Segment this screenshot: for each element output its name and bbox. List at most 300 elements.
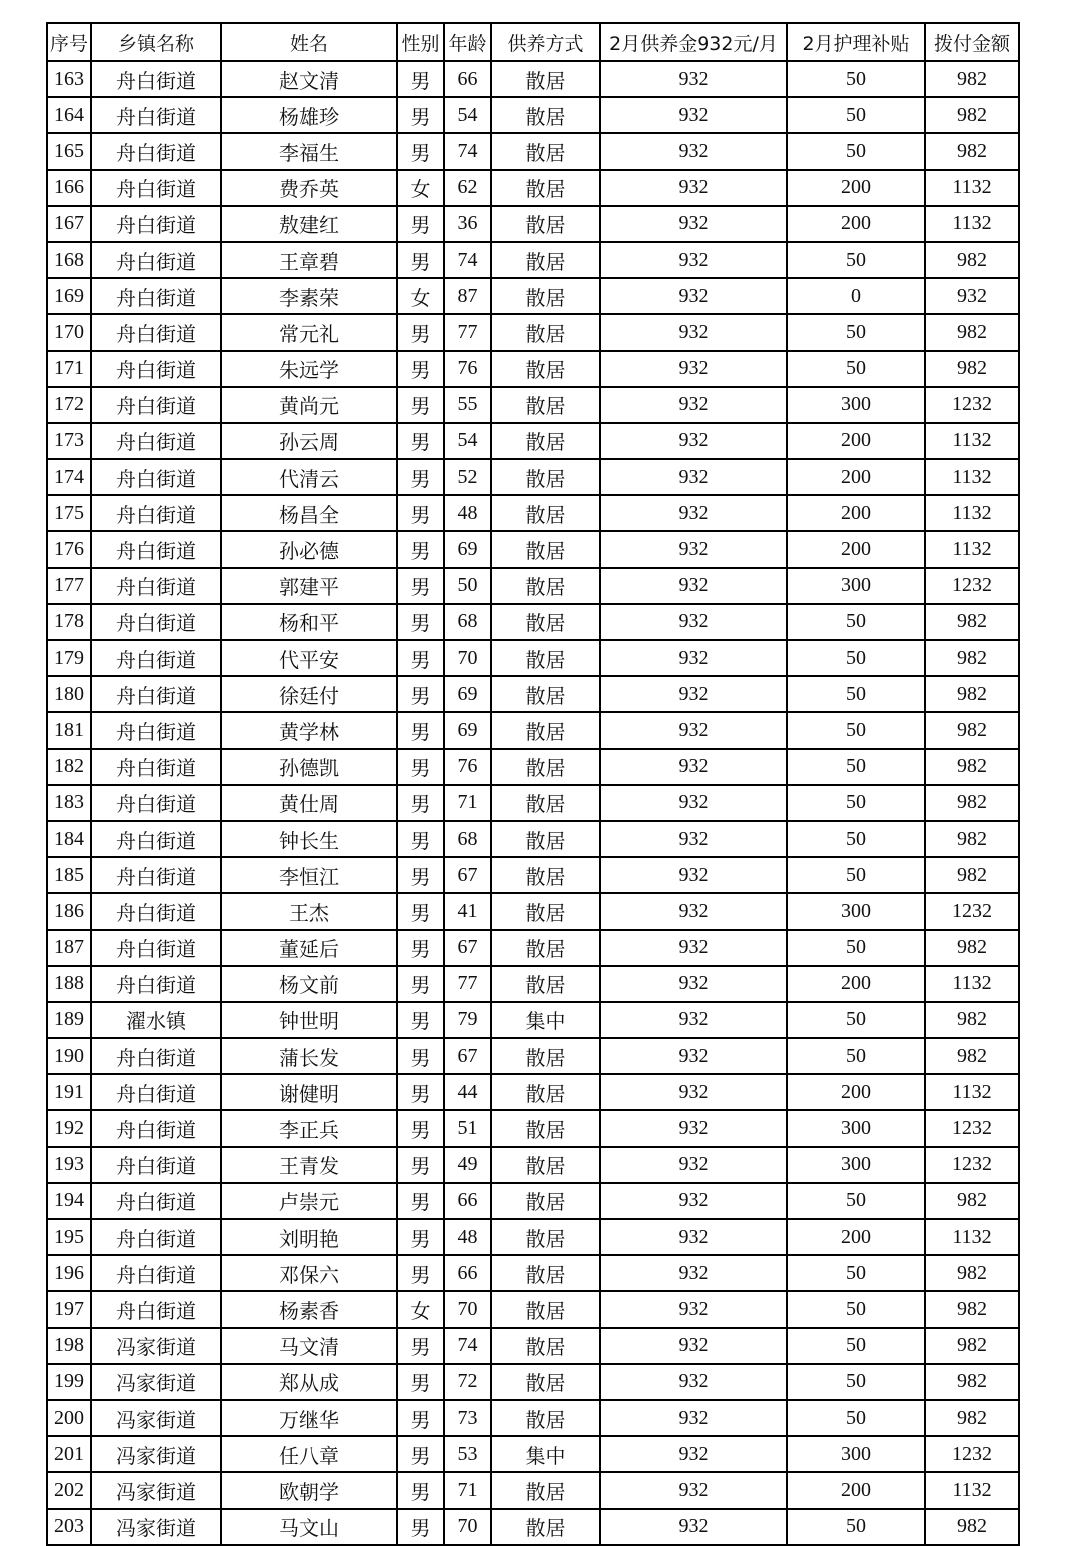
cell-support-type: 散居	[491, 133, 600, 169]
cell-gender: 男	[397, 640, 444, 676]
cell-care-subsidy: 300	[787, 1110, 925, 1146]
cell-gender: 男	[397, 893, 444, 929]
cell-support-type: 散居	[491, 821, 600, 857]
cell-town: 冯家街道	[91, 1509, 221, 1545]
cell-care-subsidy: 50	[787, 821, 925, 857]
cell-care-subsidy: 50	[787, 314, 925, 350]
cell-age: 71	[444, 1472, 491, 1508]
cell-support-type: 散居	[491, 206, 600, 242]
cell-index: 174	[47, 459, 91, 495]
cell-support-fund: 932	[600, 1364, 787, 1400]
table-row	[47, 61, 1019, 97]
cell-gender: 男	[397, 821, 444, 857]
cell-support-fund: 932	[600, 676, 787, 712]
cell-gender: 男	[397, 568, 444, 604]
cell-town: 舟白街道	[91, 857, 221, 893]
cell-gender: 男	[397, 1147, 444, 1183]
cell-name: 杨昌全	[221, 495, 397, 531]
cell-care-subsidy: 50	[787, 351, 925, 387]
cell-age: 67	[444, 1038, 491, 1074]
cell-age: 79	[444, 1002, 491, 1038]
cell-support-type: 散居	[491, 170, 600, 206]
cell-gender: 女	[397, 1291, 444, 1327]
cell-support-fund: 932	[600, 351, 787, 387]
cell-gender: 女	[397, 170, 444, 206]
cell-gender: 男	[397, 785, 444, 821]
table-row	[47, 1219, 1019, 1255]
cell-index: 167	[47, 206, 91, 242]
cell-support-type: 散居	[491, 785, 600, 821]
header-gender: 性别	[397, 23, 444, 61]
cell-support-fund: 932	[600, 97, 787, 133]
cell-payout-amount: 982	[925, 1509, 1019, 1545]
cell-payout-amount: 1232	[925, 568, 1019, 604]
cell-gender: 男	[397, 314, 444, 350]
cell-support-fund: 932	[600, 785, 787, 821]
cell-age: 77	[444, 314, 491, 350]
cell-index: 190	[47, 1038, 91, 1074]
header-town: 乡镇名称	[91, 23, 221, 61]
table-row	[47, 314, 1019, 350]
cell-payout-amount: 982	[925, 1364, 1019, 1400]
cell-care-subsidy: 50	[787, 712, 925, 748]
cell-gender: 男	[397, 1219, 444, 1255]
cell-payout-amount: 982	[925, 785, 1019, 821]
cell-age: 70	[444, 1291, 491, 1327]
cell-age: 50	[444, 568, 491, 604]
cell-name: 李正兵	[221, 1110, 397, 1146]
cell-support-fund: 932	[600, 278, 787, 314]
cell-age: 70	[444, 640, 491, 676]
cell-age: 69	[444, 676, 491, 712]
cell-index: 166	[47, 170, 91, 206]
cell-care-subsidy: 200	[787, 170, 925, 206]
cell-town: 舟白街道	[91, 966, 221, 1002]
cell-age: 55	[444, 387, 491, 423]
cell-town: 舟白街道	[91, 1183, 221, 1219]
cell-index: 178	[47, 604, 91, 640]
cell-payout-amount: 982	[925, 749, 1019, 785]
cell-gender: 男	[397, 206, 444, 242]
cell-care-subsidy: 50	[787, 1038, 925, 1074]
cell-town: 冯家街道	[91, 1472, 221, 1508]
cell-town: 舟白街道	[91, 133, 221, 169]
cell-support-type: 散居	[491, 1291, 600, 1327]
cell-support-fund: 932	[600, 640, 787, 676]
cell-care-subsidy: 50	[787, 640, 925, 676]
cell-name: 黄仕周	[221, 785, 397, 821]
cell-index: 177	[47, 568, 91, 604]
cell-name: 任八章	[221, 1436, 397, 1472]
cell-care-subsidy: 300	[787, 568, 925, 604]
cell-support-fund: 932	[600, 1328, 787, 1364]
cell-town: 舟白街道	[91, 893, 221, 929]
cell-index: 163	[47, 61, 91, 97]
header-name: 姓名	[221, 23, 397, 61]
cell-town: 冯家街道	[91, 1328, 221, 1364]
cell-town: 舟白街道	[91, 1147, 221, 1183]
cell-age: 74	[444, 242, 491, 278]
cell-town: 舟白街道	[91, 459, 221, 495]
cell-age: 70	[444, 1509, 491, 1545]
cell-gender: 男	[397, 61, 444, 97]
cell-gender: 男	[397, 676, 444, 712]
cell-support-fund: 932	[600, 314, 787, 350]
table-body	[47, 61, 1019, 1545]
cell-payout-amount: 1132	[925, 1219, 1019, 1255]
cell-name: 谢健明	[221, 1074, 397, 1110]
cell-support-fund: 932	[600, 568, 787, 604]
cell-index: 198	[47, 1328, 91, 1364]
cell-age: 76	[444, 749, 491, 785]
cell-index: 184	[47, 821, 91, 857]
cell-index: 195	[47, 1219, 91, 1255]
cell-name: 李恒江	[221, 857, 397, 893]
cell-care-subsidy: 50	[787, 133, 925, 169]
cell-name: 万继华	[221, 1400, 397, 1436]
cell-name: 赵文清	[221, 61, 397, 97]
cell-support-fund: 932	[600, 459, 787, 495]
cell-payout-amount: 982	[925, 1002, 1019, 1038]
cell-payout-amount: 982	[925, 857, 1019, 893]
cell-age: 62	[444, 170, 491, 206]
cell-support-type: 散居	[491, 314, 600, 350]
cell-support-fund: 932	[600, 1147, 787, 1183]
cell-payout-amount: 1232	[925, 1110, 1019, 1146]
cell-town: 舟白街道	[91, 314, 221, 350]
cell-care-subsidy: 50	[787, 1509, 925, 1545]
cell-support-type: 散居	[491, 531, 600, 567]
table-row	[47, 1436, 1019, 1472]
cell-support-fund: 932	[600, 61, 787, 97]
cell-index: 172	[47, 387, 91, 423]
cell-age: 69	[444, 531, 491, 567]
cell-support-type: 散居	[491, 966, 600, 1002]
cell-support-fund: 932	[600, 1291, 787, 1327]
cell-name: 郑从成	[221, 1364, 397, 1400]
cell-gender: 男	[397, 1364, 444, 1400]
cell-name: 杨素香	[221, 1291, 397, 1327]
cell-index: 196	[47, 1255, 91, 1291]
cell-town: 舟白街道	[91, 785, 221, 821]
cell-gender: 男	[397, 1509, 444, 1545]
cell-support-fund: 932	[600, 893, 787, 929]
cell-payout-amount: 982	[925, 97, 1019, 133]
cell-support-type: 散居	[491, 1255, 600, 1291]
cell-name: 郭建平	[221, 568, 397, 604]
cell-index: 171	[47, 351, 91, 387]
table-row	[47, 278, 1019, 314]
cell-gender: 男	[397, 495, 444, 531]
cell-support-type: 散居	[491, 495, 600, 531]
cell-payout-amount: 1232	[925, 893, 1019, 929]
table-row	[47, 459, 1019, 495]
cell-name: 孙云周	[221, 423, 397, 459]
cell-name: 邓保六	[221, 1255, 397, 1291]
cell-age: 67	[444, 857, 491, 893]
cell-payout-amount: 1232	[925, 387, 1019, 423]
cell-support-type: 散居	[491, 61, 600, 97]
cell-town: 舟白街道	[91, 1074, 221, 1110]
cell-support-fund: 932	[600, 1255, 787, 1291]
cell-age: 49	[444, 1147, 491, 1183]
cell-town: 舟白街道	[91, 61, 221, 97]
cell-age: 54	[444, 423, 491, 459]
cell-payout-amount: 1132	[925, 1472, 1019, 1508]
cell-care-subsidy: 300	[787, 387, 925, 423]
cell-name: 卢崇元	[221, 1183, 397, 1219]
cell-index: 191	[47, 1074, 91, 1110]
cell-name: 钟长生	[221, 821, 397, 857]
cell-support-type: 散居	[491, 568, 600, 604]
cell-name: 蒲长发	[221, 1038, 397, 1074]
table-row	[47, 423, 1019, 459]
cell-index: 193	[47, 1147, 91, 1183]
cell-age: 48	[444, 495, 491, 531]
cell-support-fund: 932	[600, 1472, 787, 1508]
cell-gender: 男	[397, 604, 444, 640]
table-row	[47, 242, 1019, 278]
cell-support-fund: 932	[600, 242, 787, 278]
cell-town: 舟白街道	[91, 97, 221, 133]
cell-care-subsidy: 50	[787, 1183, 925, 1219]
table-row	[47, 206, 1019, 242]
cell-gender: 男	[397, 1110, 444, 1146]
cell-name: 董延后	[221, 930, 397, 966]
cell-care-subsidy: 200	[787, 531, 925, 567]
cell-name: 刘明艳	[221, 1219, 397, 1255]
cell-town: 舟白街道	[91, 640, 221, 676]
table-row	[47, 1472, 1019, 1508]
cell-index: 168	[47, 242, 91, 278]
cell-payout-amount: 982	[925, 1038, 1019, 1074]
table-row	[47, 97, 1019, 133]
cell-care-subsidy: 50	[787, 785, 925, 821]
cell-support-type: 散居	[491, 1074, 600, 1110]
cell-support-fund: 932	[600, 170, 787, 206]
cell-payout-amount: 982	[925, 351, 1019, 387]
cell-index: 202	[47, 1472, 91, 1508]
cell-index: 183	[47, 785, 91, 821]
cell-support-fund: 932	[600, 1074, 787, 1110]
cell-payout-amount: 1132	[925, 966, 1019, 1002]
cell-age: 36	[444, 206, 491, 242]
cell-payout-amount: 1132	[925, 206, 1019, 242]
cell-index: 192	[47, 1110, 91, 1146]
cell-support-type: 散居	[491, 97, 600, 133]
cell-payout-amount: 982	[925, 61, 1019, 97]
cell-support-type: 散居	[491, 351, 600, 387]
cell-support-fund: 932	[600, 1509, 787, 1545]
cell-support-type: 散居	[491, 1472, 600, 1508]
cell-gender: 男	[397, 133, 444, 169]
cell-index: 170	[47, 314, 91, 350]
cell-payout-amount: 982	[925, 1183, 1019, 1219]
cell-name: 马文山	[221, 1509, 397, 1545]
cell-support-type: 散居	[491, 676, 600, 712]
cell-town: 舟白街道	[91, 676, 221, 712]
cell-support-type: 散居	[491, 712, 600, 748]
table-row	[47, 495, 1019, 531]
cell-age: 69	[444, 712, 491, 748]
table-row	[47, 351, 1019, 387]
cell-index: 199	[47, 1364, 91, 1400]
cell-gender: 男	[397, 1038, 444, 1074]
cell-age: 67	[444, 930, 491, 966]
cell-town: 舟白街道	[91, 351, 221, 387]
cell-payout-amount: 982	[925, 676, 1019, 712]
cell-age: 87	[444, 278, 491, 314]
cell-support-type: 集中	[491, 1436, 600, 1472]
cell-support-type: 散居	[491, 749, 600, 785]
table-row	[47, 1255, 1019, 1291]
cell-support-type: 散居	[491, 1364, 600, 1400]
cell-age: 74	[444, 133, 491, 169]
cell-support-fund: 932	[600, 1436, 787, 1472]
table-row	[47, 893, 1019, 929]
cell-town: 舟白街道	[91, 821, 221, 857]
header-support-type: 供养方式	[491, 23, 600, 61]
cell-town: 舟白街道	[91, 495, 221, 531]
cell-care-subsidy: 50	[787, 1291, 925, 1327]
cell-care-subsidy: 300	[787, 1147, 925, 1183]
cell-support-fund: 932	[600, 857, 787, 893]
table-row	[47, 712, 1019, 748]
cell-index: 200	[47, 1400, 91, 1436]
cell-name: 欧朝学	[221, 1472, 397, 1508]
cell-town: 舟白街道	[91, 387, 221, 423]
cell-town: 舟白街道	[91, 1110, 221, 1146]
table-row	[47, 568, 1019, 604]
cell-gender: 男	[397, 1002, 444, 1038]
cell-town: 舟白街道	[91, 206, 221, 242]
cell-care-subsidy: 300	[787, 893, 925, 929]
cell-support-type: 散居	[491, 1183, 600, 1219]
cell-name: 孙必德	[221, 531, 397, 567]
cell-index: 189	[47, 1002, 91, 1038]
cell-gender: 男	[397, 1183, 444, 1219]
table-row	[47, 1110, 1019, 1146]
cell-town: 舟白街道	[91, 568, 221, 604]
cell-support-type: 散居	[491, 893, 600, 929]
cell-support-fund: 932	[600, 133, 787, 169]
cell-town: 舟白街道	[91, 423, 221, 459]
cell-index: 185	[47, 857, 91, 893]
cell-gender: 男	[397, 712, 444, 748]
header-support-fund: 2月供养金932元/月	[600, 23, 787, 61]
cell-town: 舟白街道	[91, 930, 221, 966]
cell-index: 182	[47, 749, 91, 785]
cell-support-type: 散居	[491, 1110, 600, 1146]
cell-care-subsidy: 200	[787, 1472, 925, 1508]
cell-town: 舟白街道	[91, 278, 221, 314]
cell-payout-amount: 1132	[925, 531, 1019, 567]
cell-age: 74	[444, 1328, 491, 1364]
cell-index: 181	[47, 712, 91, 748]
cell-payout-amount: 932	[925, 278, 1019, 314]
cell-town: 舟白街道	[91, 1291, 221, 1327]
cell-gender: 男	[397, 966, 444, 1002]
cell-gender: 男	[397, 351, 444, 387]
cell-care-subsidy: 50	[787, 930, 925, 966]
cell-support-fund: 932	[600, 821, 787, 857]
cell-gender: 男	[397, 857, 444, 893]
table-row	[47, 966, 1019, 1002]
cell-support-fund: 932	[600, 1400, 787, 1436]
table-row	[47, 1328, 1019, 1364]
cell-name: 黄学林	[221, 712, 397, 748]
cell-gender: 男	[397, 749, 444, 785]
cell-index: 201	[47, 1436, 91, 1472]
cell-support-type: 散居	[491, 1400, 600, 1436]
cell-gender: 女	[397, 278, 444, 314]
cell-care-subsidy: 300	[787, 1436, 925, 1472]
table-row	[47, 930, 1019, 966]
table-row	[47, 531, 1019, 567]
cell-payout-amount: 982	[925, 930, 1019, 966]
cell-age: 77	[444, 966, 491, 1002]
cell-name: 孙德凯	[221, 749, 397, 785]
cell-town: 舟白街道	[91, 170, 221, 206]
cell-town: 舟白街道	[91, 712, 221, 748]
table-row	[47, 640, 1019, 676]
cell-town: 舟白街道	[91, 531, 221, 567]
table-row	[47, 170, 1019, 206]
cell-care-subsidy: 50	[787, 749, 925, 785]
cell-payout-amount: 982	[925, 133, 1019, 169]
cell-gender: 男	[397, 459, 444, 495]
cell-support-type: 散居	[491, 278, 600, 314]
cell-name: 徐廷付	[221, 676, 397, 712]
cell-gender: 男	[397, 531, 444, 567]
cell-gender: 男	[397, 1400, 444, 1436]
cell-age: 73	[444, 1400, 491, 1436]
cell-name: 马文清	[221, 1328, 397, 1364]
header-care-subsidy: 2月护理补贴	[787, 23, 925, 61]
cell-support-fund: 932	[600, 1038, 787, 1074]
cell-support-type: 散居	[491, 1509, 600, 1545]
cell-care-subsidy: 200	[787, 1219, 925, 1255]
cell-name: 钟世明	[221, 1002, 397, 1038]
cell-care-subsidy: 50	[787, 1400, 925, 1436]
cell-support-fund: 932	[600, 387, 787, 423]
cell-care-subsidy: 200	[787, 206, 925, 242]
cell-name: 代平安	[221, 640, 397, 676]
cell-support-fund: 932	[600, 1110, 787, 1146]
cell-age: 48	[444, 1219, 491, 1255]
cell-support-fund: 932	[600, 930, 787, 966]
cell-support-type: 散居	[491, 387, 600, 423]
cell-support-fund: 932	[600, 749, 787, 785]
cell-town: 濯水镇	[91, 1002, 221, 1038]
cell-age: 66	[444, 61, 491, 97]
cell-gender: 男	[397, 387, 444, 423]
cell-payout-amount: 982	[925, 1291, 1019, 1327]
cell-age: 44	[444, 1074, 491, 1110]
cell-name: 代清云	[221, 459, 397, 495]
cell-age: 66	[444, 1255, 491, 1291]
cell-care-subsidy: 50	[787, 1328, 925, 1364]
cell-care-subsidy: 50	[787, 97, 925, 133]
cell-support-type: 散居	[491, 242, 600, 278]
cell-payout-amount: 982	[925, 604, 1019, 640]
cell-index: 179	[47, 640, 91, 676]
cell-gender: 男	[397, 1074, 444, 1110]
cell-care-subsidy: 50	[787, 676, 925, 712]
cell-name: 朱远学	[221, 351, 397, 387]
cell-support-type: 散居	[491, 1328, 600, 1364]
cell-payout-amount: 1232	[925, 1147, 1019, 1183]
